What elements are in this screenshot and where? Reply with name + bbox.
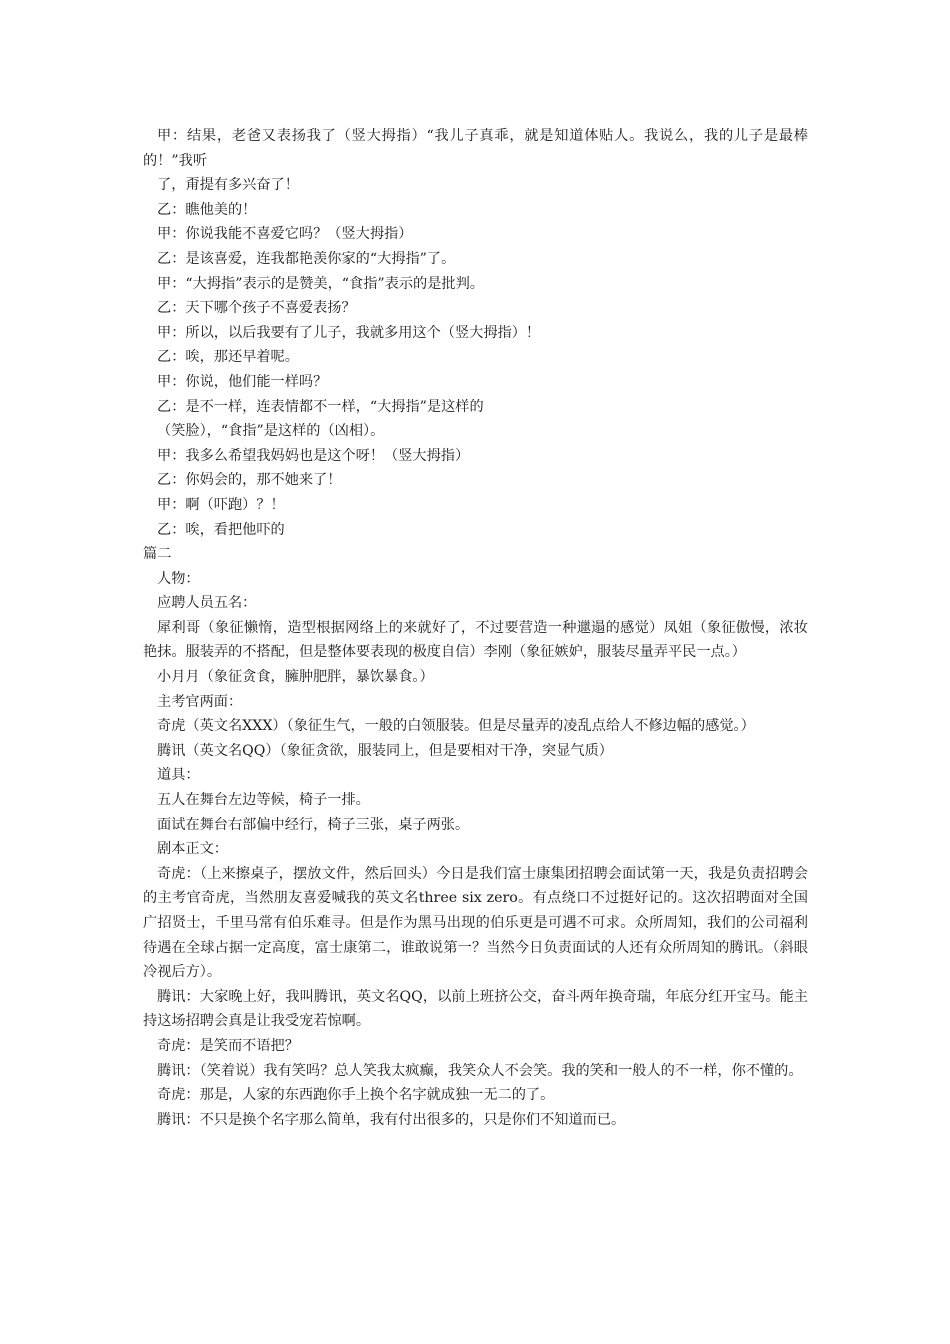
paragraph: 甲：你说，他们能一样吗？ bbox=[157, 373, 328, 390]
paragraph: 乙：瞧他美的！ bbox=[157, 201, 257, 218]
paragraph: 乙：唉，那还早着呢。 bbox=[157, 349, 299, 366]
paragraph: 甲：啊（吓跑）？！ bbox=[157, 496, 285, 513]
paragraph: 腾讯：不只是换个名字那么简单，我有付出很多的，只是你们不知道而已。 bbox=[157, 1111, 626, 1128]
paragraph: 乙：天下哪个孩子不喜爱表扬？ bbox=[157, 300, 356, 317]
paragraph: 甲：“大拇指”表示的是赞美，“食指”表示的是批判。 bbox=[157, 275, 484, 292]
paragraph: 剧本正文： bbox=[157, 841, 228, 858]
document-page bbox=[143, 124, 808, 1132]
paragraph: 了，甭提有多兴奋了！ bbox=[157, 177, 299, 194]
paragraph: （笑脸），“食指”是这样的（凶相）。 bbox=[157, 423, 385, 440]
paragraph: 乙：是该喜爱，连我都艳羡你家的“大拇指”了。 bbox=[157, 250, 456, 267]
paragraph: 甲：我多么希望我妈妈也是这个呀！（竖大拇指） bbox=[157, 447, 470, 464]
paragraph: 甲：所以，以后我要有了儿子，我就多用这个（竖大拇指）！ bbox=[157, 324, 541, 341]
paragraph: 奇虎：那是，人家的东西跑你手上换个名字就成独一无二的了。 bbox=[157, 1087, 555, 1104]
paragraph: 甲：结果，老爸又表扬我了（竖大拇指）“我儿子真乖，就是知道体贴人。我说么，我的儿子是最棒的！”我听 bbox=[143, 128, 808, 169]
paragraph: 奇虎：是笑而不语把？ bbox=[157, 1037, 299, 1054]
paragraph: 乙：你妈会的，那不她来了！ bbox=[157, 472, 342, 489]
paragraph: 五人在舞台左边等候，椅子一排。 bbox=[157, 792, 370, 809]
paragraph: 犀利哥（象征懒惰，造型根据网络上的来就好了，不过要营造一种邋遢的感觉）凤姐（象征傲慢，浓妆艳抹。服装弄的不搭配，但是整体要表现的极度自信）李刚（象征嫉妒，服装尽量弄平民一点。） bbox=[143, 619, 808, 661]
paragraph: 道具： bbox=[157, 767, 200, 784]
paragraph: 主考官两面： bbox=[157, 693, 243, 710]
section-heading: 篇二 bbox=[143, 546, 172, 563]
paragraph: 甲：你说我能不喜爱它吗？（竖大拇指） bbox=[157, 226, 413, 243]
paragraph: 腾讯：（笑着说）我有笑吗？总人笑我太疯癫，我笑众人不会笑。我的笑和一般人的不一样，你不懂的。 bbox=[157, 1062, 803, 1079]
paragraph: 奇虎（英文名XXX）（象征生气，一般的白领服装。但是尽量弄的凌乱点给人不修边幅的感觉。） bbox=[157, 718, 755, 735]
paragraph: 小月月（象征贪食，臃肿肥胖，暴饮暴食。） bbox=[157, 669, 434, 686]
paragraph: 奇虎：（上来擦桌子，摆放文件，然后回头）今日是我们富士康集团招聘会面试第一天，我是负责招聘会的主考官奇虎，当然朋友喜爱喊我的英文名three six zero。有点绕口不过挺好记的。这次招聘面对全国广招贤士，千里马常有伯乐难寻。但是作为黑马出现的伯乐更是可遇不可求。众所周知，我们的公司福利待遇在全球占据一定高度，富士康第二，谁敢说第一？当然今日负责面试的人还有众所周知的腾讯。（斜眼冷视后方）。 bbox=[143, 865, 808, 981]
paragraph: 面试在舞台右部偏中经行，椅子三张，桌子两张。 bbox=[157, 816, 470, 833]
paragraph: 腾讯（英文名QQ）（象征贪欲，服装同上，但是要相对干净，突显气质） bbox=[157, 742, 613, 759]
paragraph: 腾讯：大家晚上好，我叫腾讯，英文名QQ，以前上班挤公交，奋斗两年换奇瑞，年底分红开宝马。能主持这场招聘会真是让我受宠若惊啊。 bbox=[143, 988, 808, 1030]
paragraph: 乙：是不一样，连表情都不一样，“大拇指”是这样的 bbox=[157, 398, 484, 415]
paragraph: 人物： bbox=[157, 570, 200, 587]
paragraph: 乙：唉，看把他吓的 bbox=[157, 521, 285, 538]
paragraph: 应聘人员五名： bbox=[157, 595, 257, 612]
